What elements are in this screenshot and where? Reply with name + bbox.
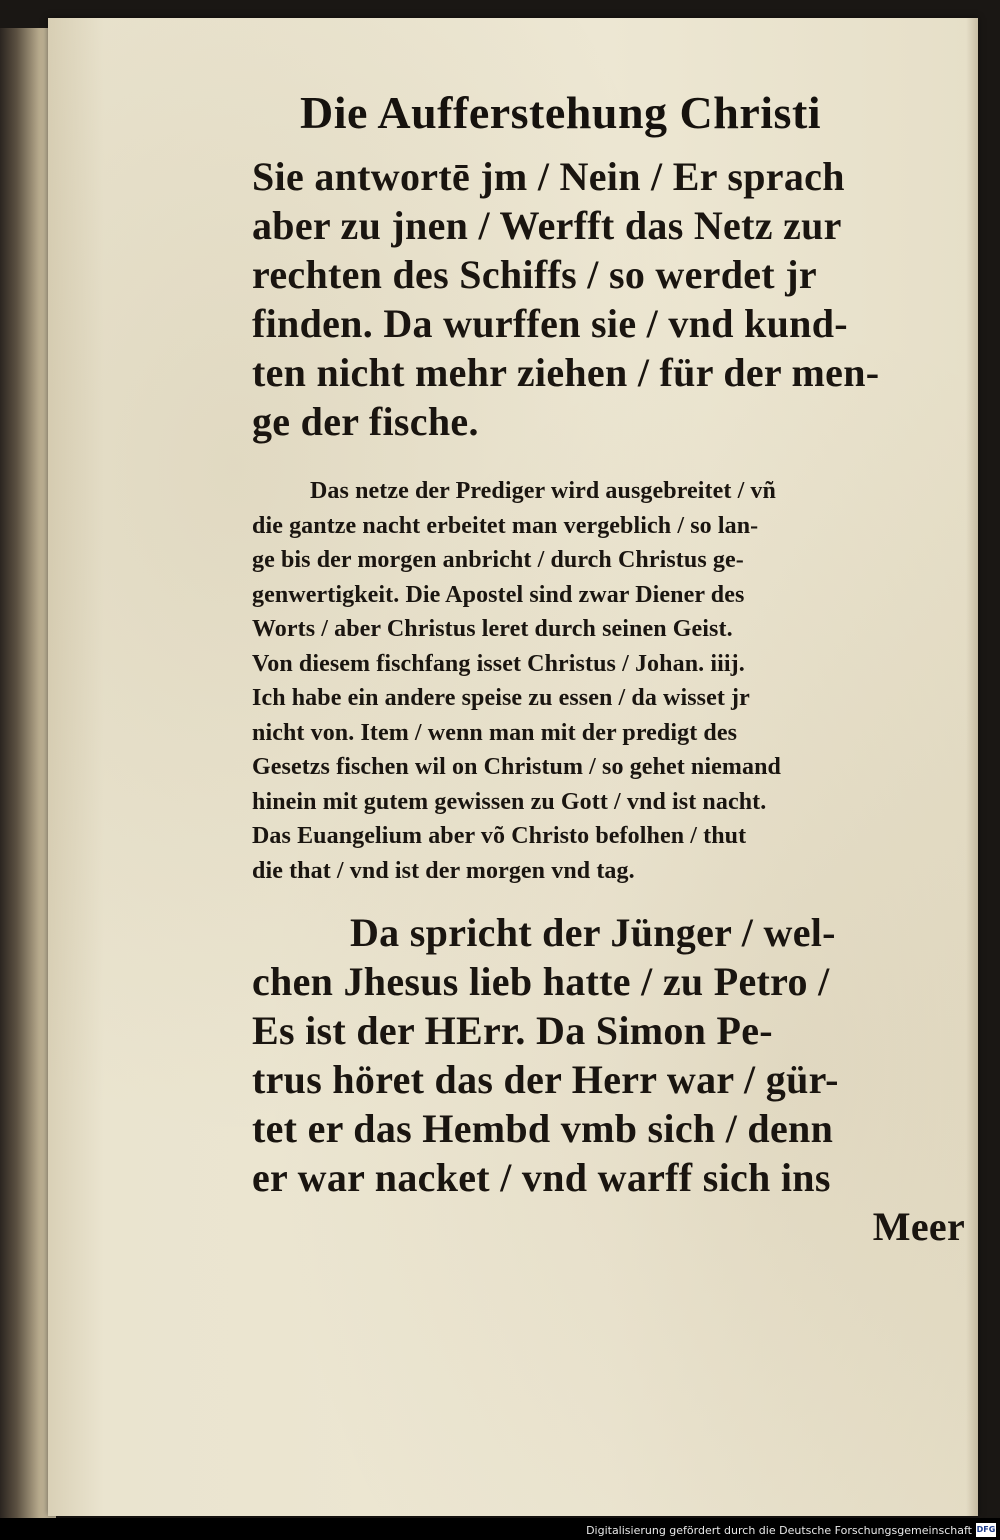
text-line: chen Jhesus lieb hatte / zu Petro /: [252, 959, 830, 1004]
text-line: genwertigkeit. Die Apostel sind zwar Diener des: [252, 581, 745, 608]
page-edge-shadow: [966, 18, 978, 1516]
text-line: Es ist der HErr. Da Simon Pe-: [252, 1008, 773, 1053]
text-line: finden. Da wurffen sie / vnd kund-: [252, 301, 848, 346]
dfg-logo-icon: DFG: [976, 1523, 996, 1537]
text-line: Sie antwortē jm / Nein / Er sprach: [252, 154, 845, 199]
running-head: Die Aufferstehung Christi: [300, 87, 822, 138]
text-line: ten nicht mehr ziehen / für der men-: [252, 350, 880, 395]
text-line: Gesetzs fischen wil on Christum / so gehet niemand: [252, 754, 781, 780]
text-line: Das netze der Prediger wird ausgebreitet / vñ: [310, 478, 776, 504]
text-line: ge der fische.: [252, 399, 479, 444]
text-line: rechten des Schiffs / so werdet jr: [252, 252, 817, 297]
footer-credit: Digitalisierung gefördert durch die Deutsche Forschungsgemeinschaft: [586, 1524, 972, 1537]
paragraph-3: [252, 908, 965, 1251]
text-line: er war nacket / vnd warff sich ins: [252, 1155, 831, 1200]
text-line: nicht von. Item / wenn man mit der predigt des: [252, 719, 738, 746]
text-line: Ich habe ein andere speise zu essen / da wisset jr: [252, 685, 750, 711]
text-line: Das Euangelium aber võ Christo befolhen / thut: [252, 823, 747, 849]
text-line: die gantze nacht erbeitet man vergeblich / so lan-: [252, 512, 759, 539]
paragraph-1: [252, 152, 965, 446]
catchword: Meer: [872, 1204, 965, 1249]
gloss-paragraph: [252, 474, 965, 888]
text-line: tet er das Hembd vmb sich / denn: [252, 1106, 834, 1151]
text-line: ge bis der morgen anbricht / durch Christus ge-: [252, 547, 744, 573]
text-line: hinein mit gutem gewissen zu Gott / vnd ist nacht.: [252, 788, 767, 815]
text-line: Von diesem fischfang isset Christus / Johan. iiij.: [252, 650, 745, 677]
text-line: Da spricht der Jünger / wel-: [350, 910, 836, 955]
text-line: trus höret das der Herr war / gür-: [252, 1057, 839, 1102]
text-line: die that / vnd ist der morgen vnd tag.: [252, 857, 635, 884]
text-line: Worts / aber Christus leret durch seinen Geist.: [252, 616, 733, 642]
text-line: aber zu jnen / Werfft das Netz zur: [252, 203, 842, 248]
digitization-footer: [0, 1518, 1000, 1540]
